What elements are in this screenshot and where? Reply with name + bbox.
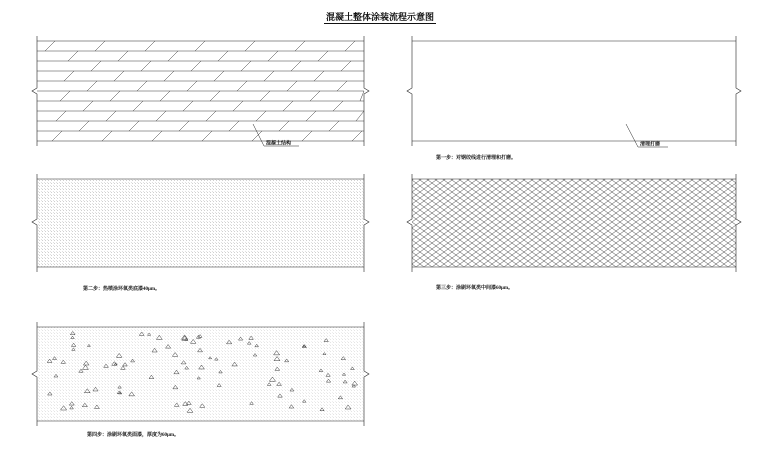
panel-step4 (32, 322, 369, 439)
concrete-diagonal-mark (241, 61, 251, 71)
concrete-diagonal-mark (129, 121, 139, 131)
concrete-diagonal-mark (356, 111, 364, 121)
concrete-diagonal-mark (360, 91, 364, 101)
concrete-diagonal-mark (245, 41, 255, 51)
concrete-diagonal-mark (95, 41, 105, 51)
concrete-diagonal-mark (64, 71, 74, 81)
concrete-diagonal-mark (268, 51, 278, 61)
concrete-diagonal-mark (341, 61, 351, 71)
concrete-diagonal-mark (260, 91, 270, 101)
step4-caption: 第四步：涂刷环氧类面漆，厚度为60μm。 (87, 433, 180, 438)
panel-step2 (32, 174, 369, 292)
concrete-diagonal-mark (187, 81, 197, 91)
concrete-diagonal-mark (152, 131, 162, 141)
concrete-diagonal-mark (160, 91, 170, 101)
concrete-diagonal-mark (118, 51, 128, 61)
concrete-diagonal-mark (137, 81, 147, 91)
concrete-diagonal-mark (202, 131, 212, 141)
panel-step1-left-break (407, 36, 412, 146)
concrete-diagonal-mark (110, 91, 120, 101)
concrete-diagonal-mark (306, 111, 316, 121)
step2-caption: 第二步：热喷涂环氧类底漆40μm。 (83, 287, 161, 292)
concrete-diagonal-mark (83, 101, 93, 111)
concrete-diagonal-mark (291, 61, 301, 71)
concrete-diagonal-mark (314, 71, 324, 81)
panel-concrete-left-break (32, 36, 37, 146)
step1-caption: 第一步：对钢绞线进行清理和打磨。 (436, 156, 517, 161)
concrete-diagonal-mark (145, 41, 155, 51)
panel-step4-left-break (32, 322, 37, 426)
concrete-diagonal-mark (295, 41, 305, 51)
concrete-diagonal-mark (102, 131, 112, 141)
concrete-diagonal-mark (345, 41, 355, 51)
concrete-diagonal-mark (256, 111, 266, 121)
panel-step2-left-break (32, 174, 37, 272)
concrete-diagonal-mark (333, 101, 343, 111)
concrete-callout-leader (253, 124, 264, 146)
panel-step1 (407, 36, 741, 161)
concrete-diagonal-mark (45, 41, 55, 51)
concrete-diagonal-mark (183, 101, 193, 111)
concrete-diagonal-mark (52, 131, 62, 141)
concrete-diagonal-mark (195, 41, 205, 51)
concrete-callout-label: 混凝土结构 (266, 141, 292, 147)
concrete-diagonal-mark (302, 131, 312, 141)
concrete-diagonal-mark (233, 101, 243, 111)
concrete-diagonal-mark (218, 51, 228, 61)
concrete-diagonal-mark (279, 121, 289, 131)
concrete-diagonal-mark (79, 121, 89, 131)
concrete-diagonal-mark (283, 101, 293, 111)
primer-dot-fill (37, 179, 364, 267)
concrete-layer-lines (37, 41, 364, 141)
panel-step1-right-break (736, 36, 741, 146)
concrete-diagonal-mark (114, 71, 124, 81)
concrete-diagonal-mark (87, 81, 97, 91)
panel-concrete-right-break (364, 36, 369, 146)
concrete-diagonal-mark (210, 91, 220, 101)
concrete-diagonal-mark (352, 131, 362, 141)
concrete-diagonal-mark (206, 111, 216, 121)
panel-step3 (407, 174, 741, 291)
concrete-diagonal-mark (56, 111, 66, 121)
panel-step3-right-break (736, 174, 741, 272)
step1-callout-leader (626, 124, 638, 147)
concrete-diagonal-mark (318, 51, 328, 61)
concrete-diagonal-mark (229, 121, 239, 131)
panel-step3-left-break (407, 174, 412, 272)
concrete-diagonal-mark (310, 91, 320, 101)
concrete-diagonal-mark (264, 71, 274, 81)
concrete-diagonal-mark (60, 91, 70, 101)
concrete-diagonal-mark (141, 61, 151, 71)
concrete-diagonal-mark (329, 121, 339, 131)
panel-step2-right-break (364, 174, 369, 272)
concrete-diagonal-mark (179, 121, 189, 131)
concrete-diagonal-mark (191, 61, 201, 71)
concrete-diagonal-mark (164, 71, 174, 81)
concrete-diagonal-mark (106, 111, 116, 121)
panel-concrete (32, 36, 369, 147)
drawing-title-text: 混凝土整体涂装流程示意图 (325, 12, 434, 22)
step3-caption: 第三步：涂刷环氧类中间漆60μm。 (436, 286, 514, 291)
concrete-diagonal-mark (337, 81, 347, 91)
concrete-diagonal-mark (237, 81, 247, 91)
concrete-diagonal-mark (133, 101, 143, 111)
concrete-diagonal-mark (68, 51, 78, 61)
concrete-diagonal-mark (214, 71, 224, 81)
intermediate-herringbone-fill (412, 179, 736, 267)
panel-step4-right-break (364, 322, 369, 426)
step1-callout-label: 清理打磨 (640, 142, 661, 148)
concrete-diagonal-mark (168, 51, 178, 61)
concrete-diagonal-mark (156, 111, 166, 121)
concrete-diagonal-mark (287, 81, 297, 91)
concrete-diagonal-mark (91, 61, 101, 71)
